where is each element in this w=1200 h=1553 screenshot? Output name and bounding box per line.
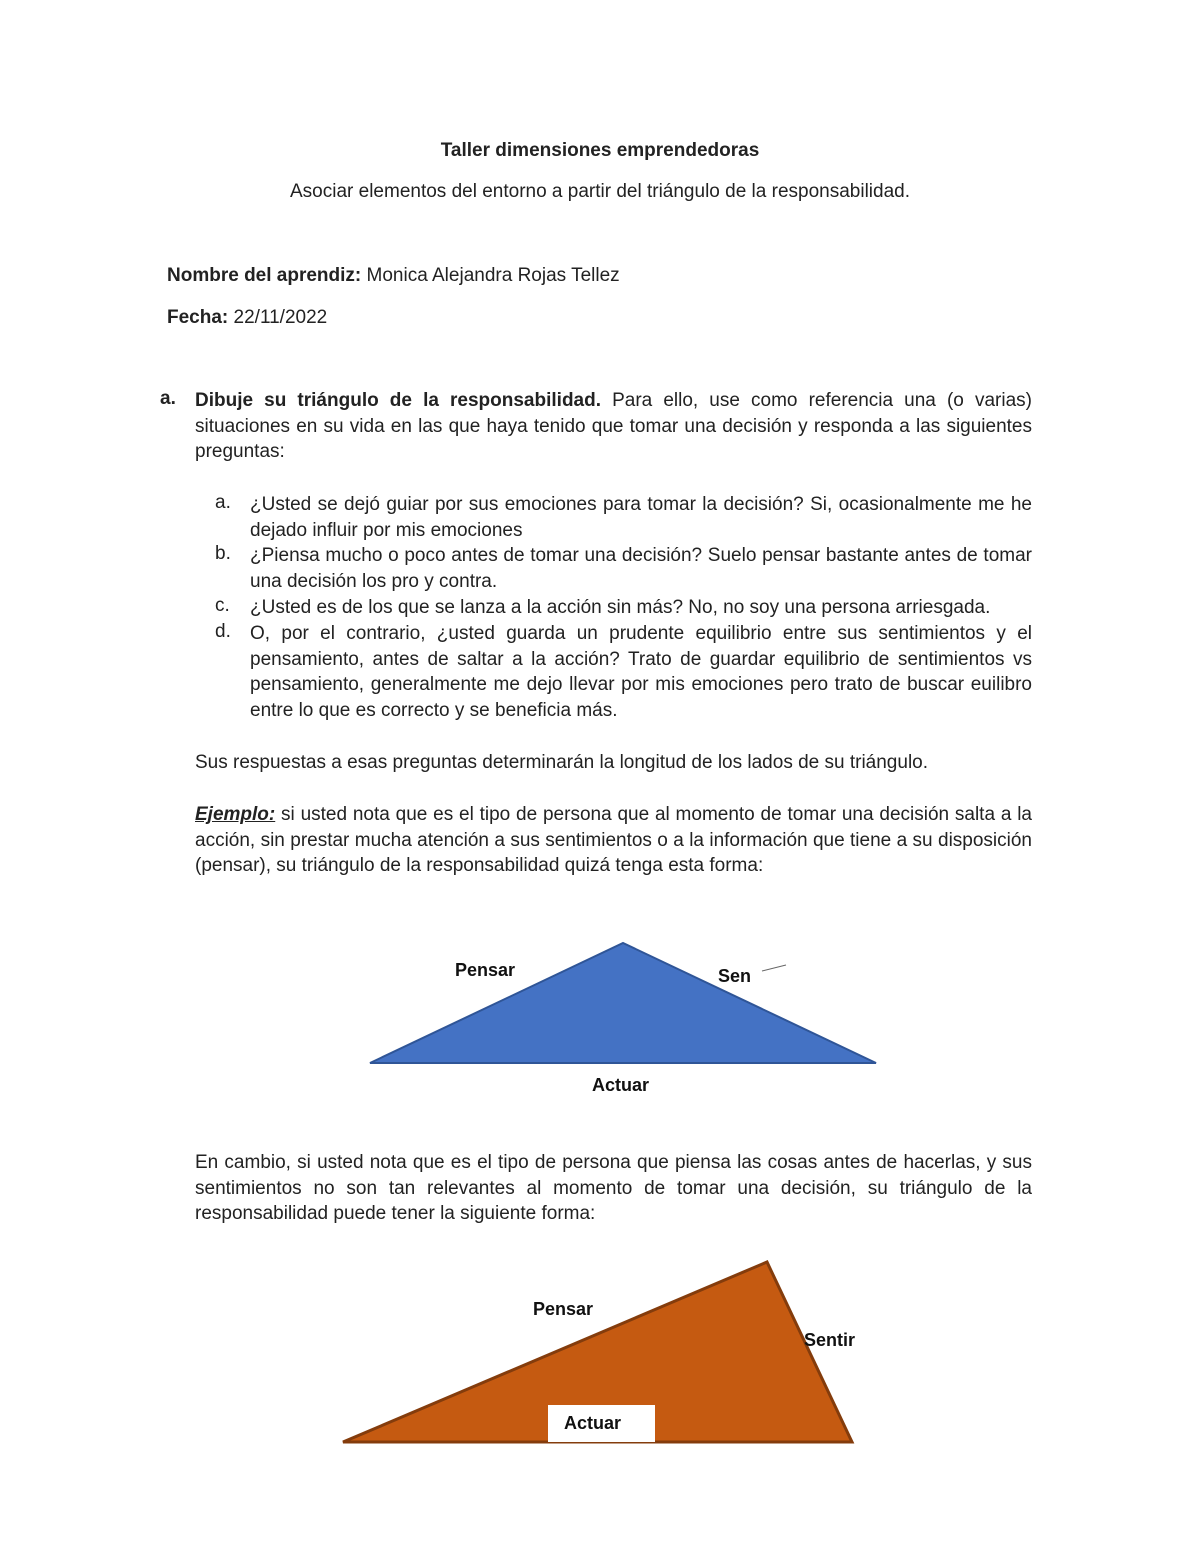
label-pensar: Pensar <box>533 1299 594 1319</box>
question-marker: d. <box>215 621 231 642</box>
section-a-intro <box>195 388 1032 465</box>
scribble-mark <box>762 965 786 971</box>
student-name-value: Monica Alejandra Rojas Tellez <box>361 265 620 286</box>
triangle-diagram-2 <box>0 1250 1200 1450</box>
example-paragraph <box>195 802 1032 879</box>
triangle-diagram-1 <box>0 920 1200 1100</box>
question-item: ¿Piensa mucho o poco antes de tomar una decisión? Suelo pensar bastante antes de tomar una decisión los pro y contra. <box>250 545 1032 592</box>
question-marker: c. <box>215 595 230 616</box>
document-subtitle: Asociar elementos del entorno a partir del triángulo de la responsabilidad. <box>290 181 910 202</box>
section-a-heading: Dibuje su triángulo de la responsabilidad. <box>195 390 601 411</box>
document-title: Taller dimensiones emprendedoras <box>440 140 760 161</box>
question-item: ¿Usted es de los que se lanza a la acción sin más? No, no soy una persona arriesgada. <box>250 597 991 618</box>
example-text: si usted nota que es el tipo de persona que al momento de tomar una decisión salta a la acción, sin prestar mucha atención a sus sentimientos o a la información que tiene a su disposición (pensar), su triángulo de la responsabilidad quizá tenga esta forma: <box>195 804 1032 876</box>
date-label: Fecha: <box>167 307 229 328</box>
section-a-intro-text: Para ello, use como referencia una (o varias) situaciones en su vida en las que haya tenido que tomar una decisión y responda a las siguientes preguntas: <box>195 390 1032 462</box>
question-item: O, por el contrario, ¿usted guarda un prudente equilibrio entre sus sentimientos y el pensamiento, antes de saltar a la acción? Trato de guardar equilibrio de sentimientos vs pensamiento, generalmente me dejo llevar por mis emociones pero trato de buscar euilibro entre lo que es correcto y se beneficia más. <box>250 623 1032 721</box>
label-sentir: Sen <box>718 966 752 986</box>
date-value: 22/11/2022 <box>228 307 328 328</box>
label-actuar: Actuar <box>592 1075 650 1095</box>
section-a-marker: a. <box>160 388 176 409</box>
date-field <box>167 307 327 329</box>
student-name-label: Nombre del aprendiz: <box>167 265 362 286</box>
question-item: ¿Usted se dejó guiar por sus emociones para tomar la decisión? Si, ocasionalmente me he dejado influir por mis emociones <box>250 494 1032 541</box>
example-label: Ejemplo: <box>195 804 276 825</box>
triangle-shape <box>370 943 876 1063</box>
question-marker: a. <box>215 492 231 513</box>
student-name-field <box>167 265 620 287</box>
label-actuar: Actuar <box>564 1413 622 1433</box>
contrast-paragraph: En cambio, si usted nota que es el tipo de persona que piensa las cosas antes de hacerlas, y sus sentimientos no son tan relevantes al momento de tomar una decisión, su triángulo de la responsabilidad puede tener la siguiente forma: <box>195 1152 1032 1224</box>
question-marker: b. <box>215 543 231 564</box>
label-sentir: Sentir <box>804 1330 856 1350</box>
label-pensar: Pensar <box>455 960 516 980</box>
answers-note: Sus respuestas a esas preguntas determinarán la longitud de los lados de su triángulo. <box>195 752 929 773</box>
